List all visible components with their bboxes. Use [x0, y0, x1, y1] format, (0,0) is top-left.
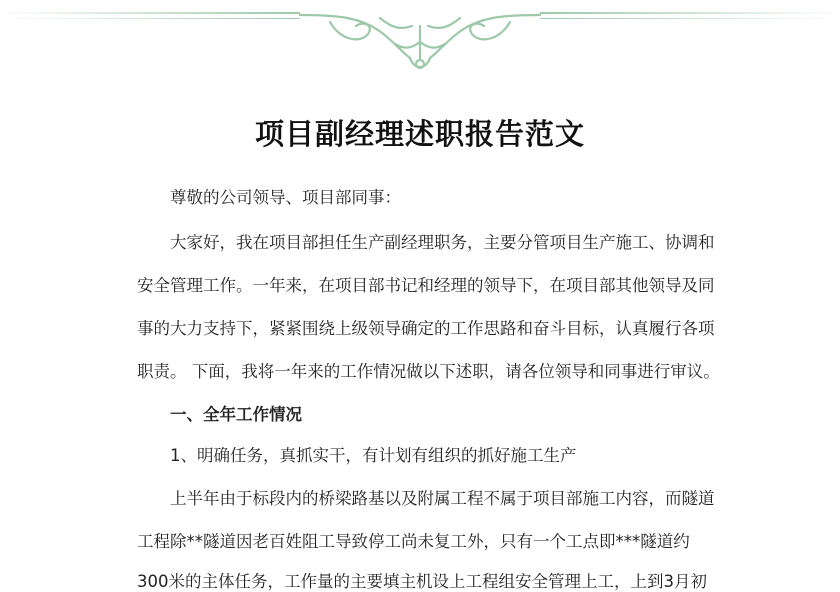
section-heading: 一、全年工作情况 — [170, 405, 302, 424]
salutation: 尊敬的公司领导、项目部同事： — [170, 188, 401, 207]
paragraph-line: 职责。 下面，我将一年来的工作情况做以下述职，请各位领导和同事进行审议。 — [137, 362, 720, 381]
header-ornament — [0, 0, 840, 80]
paragraph-line: 安全管理工作。一年来，在项目部书记和经理的领导下，在项目部其他领导及同 — [137, 276, 715, 295]
paragraph-line: 大家好，我在项目部担任生产副经理职务，主要分管项目生产施工、协调和 — [170, 233, 715, 252]
paragraph-line: 工程除**隧道因老百姓阻工导致停工尚未复工外，只有一个工点即***隧道约 — [137, 532, 690, 551]
subsection-heading: 1、明确任务，真抓实干，有计划有组织的抓好施工生产 — [170, 446, 577, 465]
paragraph-line: 事的大力支持下，紧紧围绕上级领导确定的工作思路和奋斗目标，认真履行各项 — [137, 319, 715, 338]
paragraph-line: 300米的主体任务，工作量的主要填主机设上工程组安全管理上工，上到3月初 — [137, 572, 707, 591]
document-title: 项目副经理述职报告范文 — [254, 117, 585, 151]
paragraph-line: 上半年由于标段内的桥梁路基以及附属工程不属于项目部施工内容，而隧道 — [170, 489, 715, 508]
